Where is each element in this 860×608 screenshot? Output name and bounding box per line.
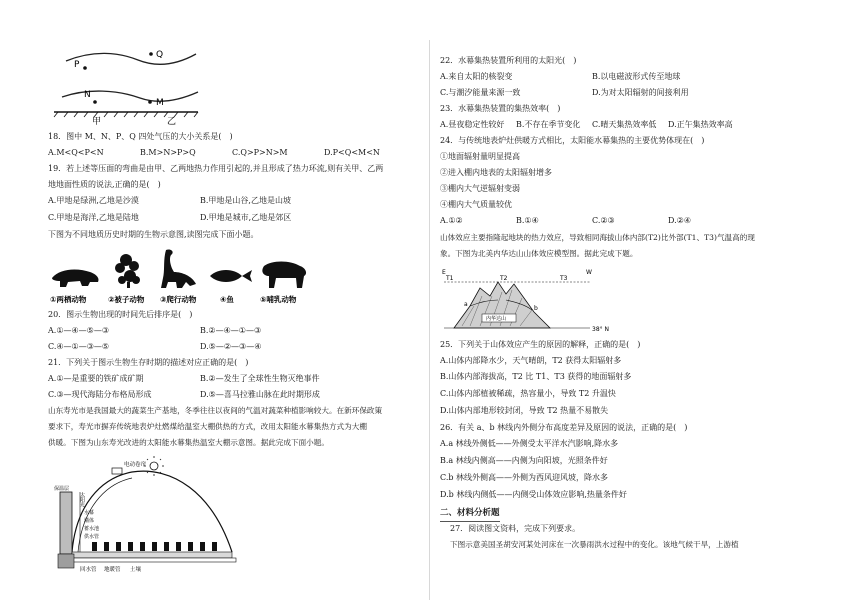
mountain-figure bbox=[440, 266, 640, 336]
section-heading: 二、材料分析题 bbox=[440, 508, 500, 518]
q21-option-d[interactable]: D.⑤—喜马拉雅山脉在此时期形成 bbox=[200, 390, 320, 399]
mountain-intro-line1: 山体效应主要指隆起地块的热力效应，导致相同海拔山体内部(T2)比外部(T1、T3)气温高的现 bbox=[440, 233, 755, 242]
label-latitude: 38° N bbox=[592, 326, 610, 333]
label-roller: 电动卷帘 bbox=[124, 462, 147, 468]
point-m bbox=[148, 100, 152, 104]
q19-option-a[interactable]: A.甲地是绿洲,乙地是沙漠 bbox=[48, 196, 139, 205]
q23-option-c[interactable]: C.晴天集热效率低 bbox=[592, 120, 657, 129]
label-t3: T3 bbox=[560, 275, 568, 282]
label-east: E bbox=[442, 269, 446, 276]
q21-option-b[interactable]: B.②—发生了全球性生物灭绝事件 bbox=[200, 374, 320, 383]
label-return-pipe: 回水管 bbox=[80, 567, 97, 573]
greenhouse-intro-line2: 要求下，寿光市摒弃传统地表炉灶燃煤给温室大棚供热的方式，改用太阳能水幕集热方式为大棚 bbox=[48, 422, 367, 431]
q19-stem-line1: 19．若上述等压面的弯曲是由甲、乙两地热力作用引起的,并且形成了热力环流,则有关甲、乙两 bbox=[48, 164, 384, 173]
animal-label-1: ①两栖动物 bbox=[50, 295, 87, 304]
bio-intro: 下图为不同地质历史时期的生物示意图,读图完成下面小题。 bbox=[48, 230, 259, 239]
label-t1: T1 bbox=[446, 275, 454, 282]
q24-statement-3: ③棚内大气逆辐射变弱 bbox=[440, 184, 520, 193]
q26-option-b[interactable]: B.a 林线内侧高——内侧为向阳坡，光照条件好 bbox=[440, 456, 608, 465]
q22-option-a[interactable]: A.来自太阳的核裂变 bbox=[440, 72, 513, 81]
q22-option-b[interactable]: B.以电磁波形式传至地球 bbox=[592, 72, 681, 81]
mountain-svg bbox=[440, 266, 640, 336]
floor-pipe bbox=[66, 558, 236, 562]
label-pool: 蓄水池 bbox=[84, 526, 100, 532]
q20-option-d[interactable]: D.⑤—②—③—④ bbox=[200, 342, 262, 351]
q26-option-a[interactable]: A.a 林线外侧低——外侧受太平洋水汽影响,降水多 bbox=[440, 439, 619, 448]
q27-stem: 27．阅读图文资料，完成下列要求。 bbox=[450, 524, 581, 533]
q24-statement-4: ④棚内大气质量较优 bbox=[440, 200, 512, 209]
q22-option-d[interactable]: D.为对太阳辐射的间接利用 bbox=[592, 88, 689, 97]
q27-intro: 下图示意美国圣胡安河某处河床在一次暴雨洪水过程中的变化。该地气候干旱，上游植 bbox=[450, 540, 739, 549]
q19-stem-line2: 地地面性质的说法,正确的是( ) bbox=[48, 180, 161, 189]
q23-stem: 23．水幕集热装置的集热效率( ) bbox=[440, 104, 561, 113]
q25-option-a[interactable]: A.山体内部降水少，天气晴朗，T2 获得太阳辐射多 bbox=[440, 356, 622, 365]
label-floor-heating: 地暖管 bbox=[104, 567, 121, 573]
q26-option-d[interactable]: D.b 林线内侧低——内侧受山体效应影响,热量条件好 bbox=[440, 490, 627, 499]
q18-option-d[interactable]: D.P<Q<M<N bbox=[324, 148, 380, 157]
q18-stem: 18．图中 M、N、P、Q 四处气压的大小关系是( ) bbox=[48, 132, 233, 141]
q19-option-b[interactable]: B.甲地是山谷,乙地是山坡 bbox=[200, 196, 291, 205]
q25-stem: 25．下列关于山体效应产生的原因的解释，正确的是( ) bbox=[440, 340, 641, 349]
q24-statement-2: ②进入棚内地表的太阳辐射增多 bbox=[440, 168, 552, 177]
label-p: P bbox=[74, 60, 80, 70]
q20-option-c[interactable]: C.④—①—③—⑤ bbox=[48, 342, 110, 351]
q22-option-c[interactable]: C.与潮汐能量来源一致 bbox=[440, 88, 521, 97]
label-west: W bbox=[586, 269, 592, 276]
label-q: Q bbox=[156, 50, 164, 60]
label-soil: 土壤 bbox=[130, 567, 142, 573]
label-n: N bbox=[84, 90, 91, 100]
ground-hatching bbox=[54, 112, 198, 117]
q20-option-b[interactable]: B.②—④—①—③ bbox=[200, 326, 262, 335]
soil-layer bbox=[72, 552, 232, 558]
label-a: a bbox=[464, 301, 468, 308]
animal-label-2: ②被子动物 bbox=[108, 295, 145, 304]
q26-stem: 26．有关 a、b 林线内外侧分布高度差异及原因的说法，正确的是( ) bbox=[440, 423, 688, 432]
water-pool bbox=[58, 554, 74, 568]
point-q bbox=[149, 52, 153, 56]
q23-option-a[interactable]: A.昼夜稳定性较好 bbox=[440, 120, 505, 129]
greenhouse-intro-line3: 供暖。下图为山东寿光改进的太阳能水幕集热温室大棚示意图。据此完成下面小题。 bbox=[48, 438, 329, 447]
animals-svg bbox=[50, 246, 310, 306]
q23-option-b[interactable]: B.不存在季节变化 bbox=[516, 120, 581, 129]
reptile-icon bbox=[161, 249, 196, 288]
label-t2: T2 bbox=[500, 275, 508, 282]
q20-stem: 20．图示生物出现的时间先后排序是( ) bbox=[48, 310, 193, 319]
q24-option-a[interactable]: A.①② bbox=[440, 216, 463, 225]
column-divider bbox=[429, 40, 430, 600]
q26-option-c[interactable]: C.b 林线外侧高——外侧为西风迎风坡，降水多 bbox=[440, 473, 609, 482]
q18-option-c[interactable]: C.Q>P>N>M bbox=[232, 148, 288, 157]
label-b: b bbox=[534, 305, 538, 312]
section-underline bbox=[440, 521, 500, 522]
q23-option-d[interactable]: D.正午集热效率高 bbox=[668, 120, 733, 129]
q24-stem: 24．与传统地表炉灶供暖方式相比，太阳能水幕集热的主要优势体现在( ) bbox=[440, 136, 705, 145]
greenhouse-figure bbox=[52, 456, 252, 576]
greenhouse-svg bbox=[52, 456, 252, 576]
isobar-svg bbox=[48, 42, 198, 127]
label-inner-mountain: 内华达山 bbox=[486, 316, 507, 322]
q21-option-c[interactable]: C.③—现代海陆分布格局形成 bbox=[48, 390, 152, 399]
q25-option-b[interactable]: B.山体内部海拔高，T2 比 T1、T3 获得的地面辐射多 bbox=[440, 372, 632, 381]
plants-row bbox=[92, 542, 217, 551]
label-jia: 甲 bbox=[92, 117, 102, 127]
q22-stem: 22．水幕集热装置所利用的太阳光( ) bbox=[440, 56, 577, 65]
q24-option-c[interactable]: C.②③ bbox=[592, 216, 615, 225]
label-solar: 太阳光 bbox=[79, 492, 85, 507]
q25-option-d[interactable]: D.山体内部地形较封闭，导致 T2 热量不易散失 bbox=[440, 406, 609, 415]
animal-label-4: ④鱼 bbox=[220, 295, 234, 304]
label-curtain: 水幕 bbox=[84, 510, 95, 516]
q19-option-c[interactable]: C.甲地是海洋,乙地是陆地 bbox=[48, 213, 139, 222]
angiosperm-icon bbox=[115, 254, 140, 288]
label-m: M bbox=[156, 98, 164, 108]
label-wall: 墙体 bbox=[84, 518, 95, 524]
point-p bbox=[83, 66, 87, 70]
greenhouse-intro-line1: 山东寿光市是我国最大的蔬菜生产基地，冬季往往以夜间的气温对蔬菜种植影响较大。在新环保政策 bbox=[48, 406, 383, 415]
q20-option-a[interactable]: A.①—④—⑤—③ bbox=[48, 326, 110, 335]
q24-statement-1: ①地面辐射量明显提高 bbox=[440, 152, 520, 161]
q18-option-a[interactable]: A.M<Q<P<N bbox=[48, 148, 104, 157]
amphibian-icon bbox=[52, 270, 99, 287]
mountain-intro-line2: 象。下图为北美内华达山山体效应模型图。据此完成下题。 bbox=[440, 249, 638, 258]
label-insulation: 保温层 bbox=[54, 486, 70, 492]
q24-option-b[interactable]: B.①④ bbox=[516, 216, 539, 225]
q25-option-c[interactable]: C.山体内部植被稀疏，热容量小，导致 T2 升温快 bbox=[440, 389, 616, 398]
back-wall bbox=[60, 492, 72, 554]
q19-option-d[interactable]: D.甲地是城市,乙地是郊区 bbox=[200, 213, 292, 222]
q18-option-b[interactable]: B.M>N>P>Q bbox=[140, 148, 196, 157]
q21-stem: 21．下列关于图示生物生存时期的描述对应正确的是( ) bbox=[48, 358, 249, 367]
upper-isobar-line bbox=[66, 53, 196, 64]
isobar-figure bbox=[48, 42, 198, 127]
q24-option-d[interactable]: D.②④ bbox=[668, 216, 692, 225]
point-n bbox=[93, 100, 97, 104]
animal-label-5: ⑤哺乳动物 bbox=[260, 295, 297, 304]
roller-box bbox=[112, 468, 122, 474]
mammal-icon bbox=[262, 262, 306, 289]
animals-figure bbox=[50, 246, 310, 306]
fish-icon bbox=[210, 270, 252, 282]
animal-label-3: ③爬行动物 bbox=[160, 295, 197, 304]
label-pipe: 供水管 bbox=[84, 534, 100, 540]
label-yi: 乙 bbox=[167, 117, 177, 127]
q21-option-a[interactable]: A.①—是重要的铁矿成矿期 bbox=[48, 374, 144, 383]
lower-isobar-line bbox=[62, 91, 198, 101]
